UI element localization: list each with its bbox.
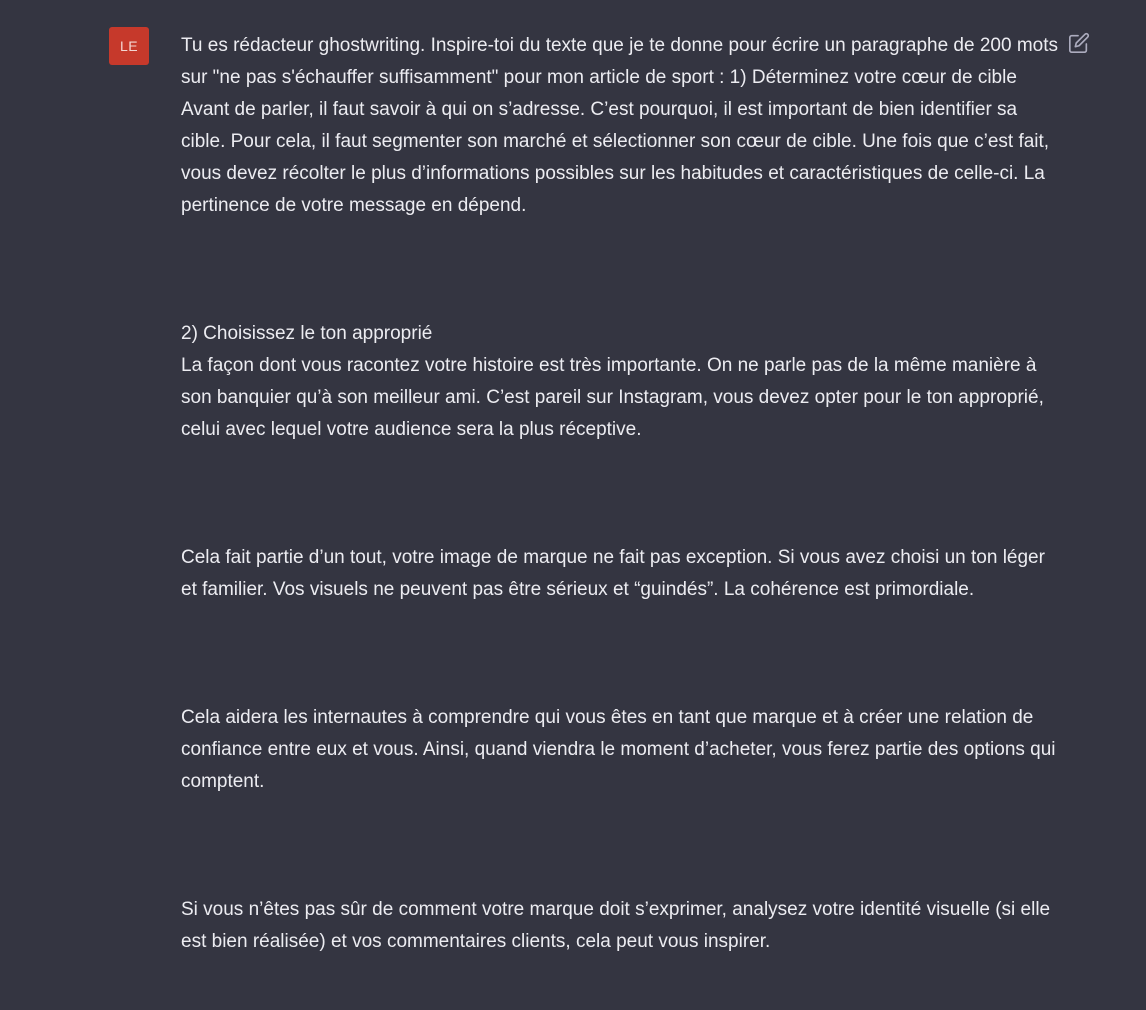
paragraph-spacer — [181, 606, 1061, 702]
user-avatar-initials: LE — [119, 38, 139, 54]
user-avatar — [109, 27, 149, 65]
message-paragraph-5: Si vous n’êtes pas sûr de comment votre marque doit s’exprimer, analysez votre identité visuelle (si elle est bien réalisée) et vos commentaires clients, cela peut vous inspirer. — [181, 899, 1051, 952]
paragraph-spacer — [181, 222, 1061, 318]
user-message — [181, 30, 1061, 958]
message-paragraph-4: Cela aidera les internautes à comprendre qui vous êtes en tant que marque et à créer une relation de confiance entre eux et vous. Ainsi, quand viendra le moment d’acheter, vous ferez partie des options qui comptent. — [181, 707, 1056, 792]
message-paragraph-2: 2) Choisissez le ton approprié La façon dont vous racontez votre histoire est très importante. On ne parle pas de la même manière à son banquier qu’à son meilleur ami. C’est pareil sur Instagram, vous devez opter pour le ton approprié, celui avec lequel votre audience sera la plus réceptive. — [181, 323, 1044, 440]
message-paragraph-1: Tu es rédacteur ghostwriting. Inspire-toi du texte que je te donne pour écrire un paragraphe de 200 mots sur "ne pas s'échauffer suffisamment" pour mon article de sport : 1) Déterminez votre cœur de cible Avant de parler, il faut savoir à qui on s’adresse. C’est pourquoi, il est important de bien identifier sa cible. Pour cela, il faut segmenter son marché et sélectionner son cœur de cible. Une fois que c’est fait, vous devez récolter le plus d’informations possibles sur les habitudes et caractéristiques de celle-ci. La pertinence de votre message en dépend. — [181, 35, 1058, 216]
paragraph-spacer — [181, 798, 1061, 894]
edit-pencil-icon[interactable] — [1068, 32, 1090, 54]
message-paragraph-3: Cela fait partie d’un tout, votre image de marque ne fait pas exception. Si vous avez choisi un ton léger et familier. Vos visuels ne peuvent pas être sérieux et “guindés”. La cohérence est primordiale. — [181, 547, 1045, 600]
paragraph-spacer — [181, 446, 1061, 542]
